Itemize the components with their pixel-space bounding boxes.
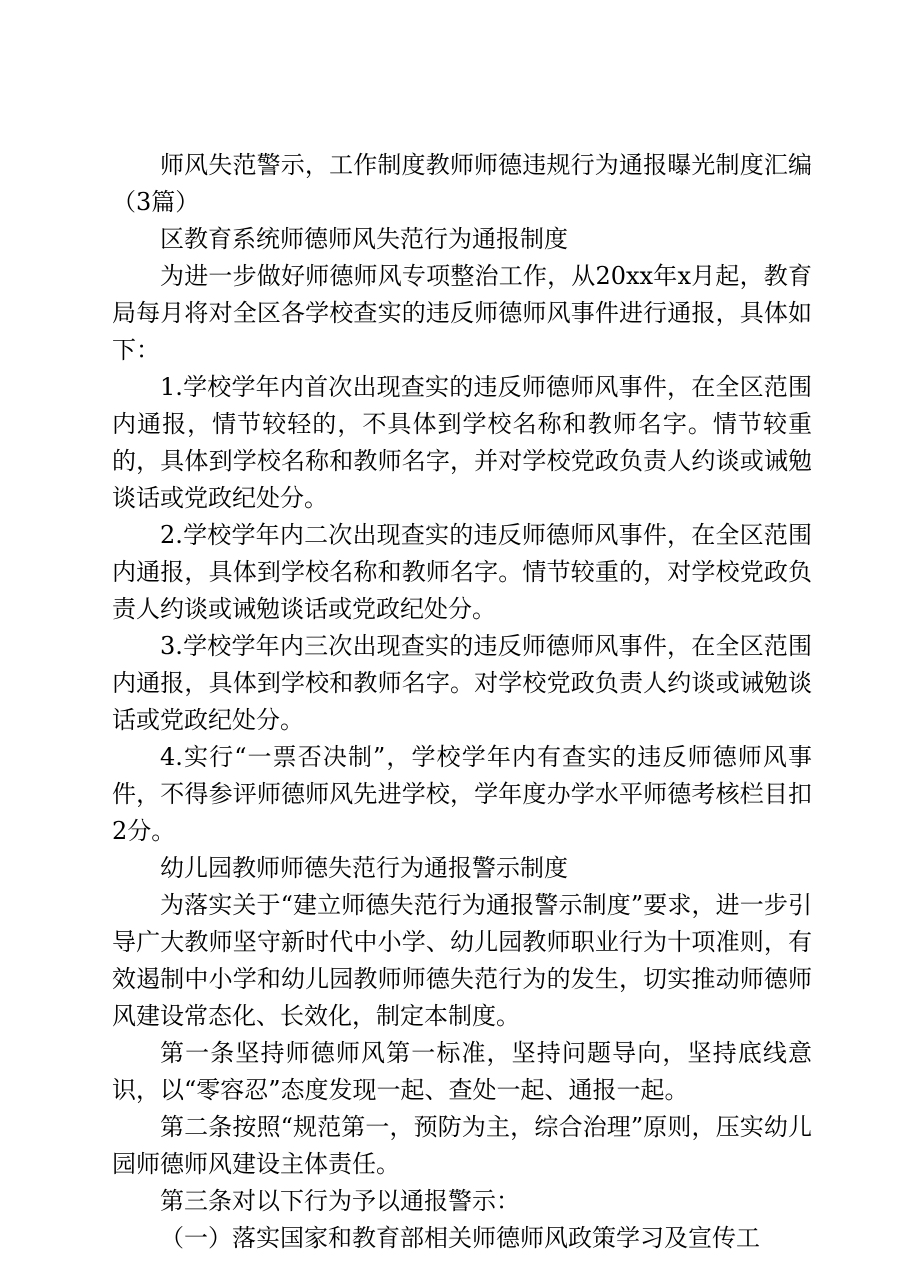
list-item: 1.学校学年内首次出现查实的违反师德师风事件，在全区范围内通报，情节较轻的，不具体到学校名称和教师名字。情节较重的，具体到学校名称和教师名字，并对学校党政负责人约谈或诫勉谈话或党政纪处分。 (112, 373, 812, 512)
article-clause: 第三条对以下行为予以通报警示： (160, 1187, 520, 1215)
list-item: 4.实行“一票否决制”，学校学年内有查实的违反师德师风事件，不得参评师德师风先进学校，学年度办学水平师德考核栏目扣2分。 (112, 743, 812, 845)
list-item: 3.学校学年内三次出现查实的违反师德师风事件，在全区范围内通报，具体到学校和教师名字。对学校党政负责人约谈或诫勉谈话或党政纪处分。 (112, 632, 812, 734)
document-body (112, 147, 812, 1257)
paragraph: 为进一步做好师德师风专项整治工作，从20xx年x月起，教育局每月将对全区各学校查实的违反师德师风事件进行通报，具体如下： (112, 262, 812, 364)
list-item: 2.学校学年内二次出现查实的违反师德师风事件，在全区范围内通报，具体到学校名称和教师名字。情节较重的，对学校党政负责人约谈或诫勉谈话或党政纪处分。 (112, 521, 812, 623)
section-heading: 幼儿园教师师德失范行为通报警示制度 (160, 854, 568, 882)
article-clause: 第二条按照“规范第一，预防为主，综合治理”原则，压实幼儿园师德师风建设主体责任。 (112, 1113, 812, 1178)
section-heading: 区教育系统师德师风失范行为通报制度 (160, 225, 568, 253)
article-clause: 第一条坚持师德师风第一标准，坚持问题导向，坚持底线意识，以“零容忍”态度发现一起、查处一起、通报一起。 (112, 1039, 812, 1104)
paragraph: 为落实关于“建立师德失范行为通报警示制度”要求，进一步引导广大教师坚守新时代中小学、幼儿园教师职业行为十项准则，有效遏制中小学和幼儿园教师师德失范行为的发生，切实推动师德师风建设常态化、长效化，制定本制度。 (112, 891, 812, 1030)
document-title: 师风失范警示，工作制度教师师德违规行为通报曝光制度汇编（3篇） (112, 151, 812, 216)
sub-clause: （一）落实国家和教育部相关师德师风政策学习及宣传工 (160, 1224, 760, 1252)
